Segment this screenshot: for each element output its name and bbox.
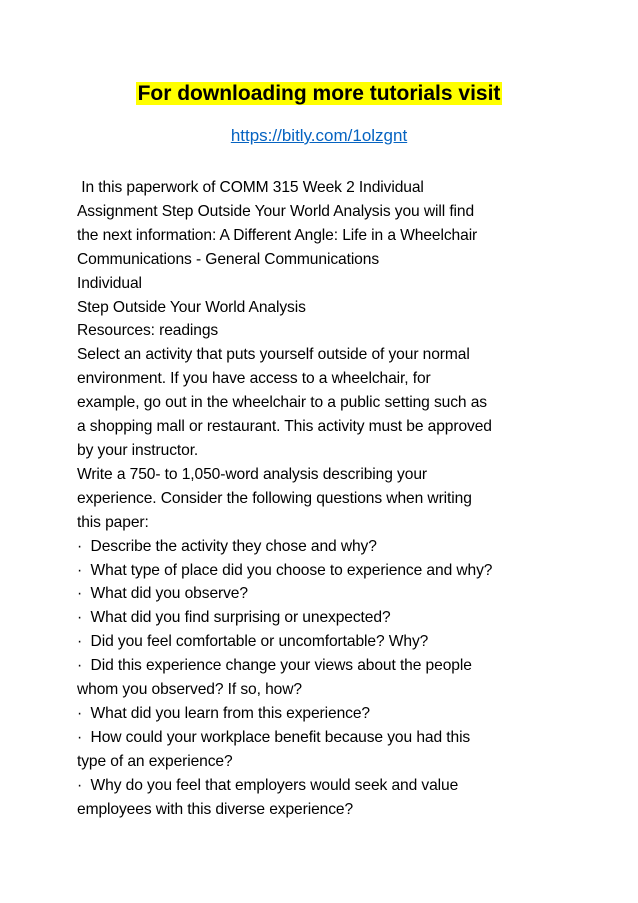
body-line: Communications - General Communications (77, 250, 380, 268)
body-line: Select an activity that puts yourself outside of your normal (77, 346, 470, 364)
bullet-item: · What did you observe? (77, 585, 248, 603)
body-line: environment. If you have access to a wheelchair, for (77, 370, 431, 388)
body-line: employees with this diverse experience? (77, 800, 354, 818)
bullet-item: · What did you find surprising or unexpected? (77, 609, 391, 627)
body-line: type of an experience? (77, 752, 233, 770)
document-body (77, 176, 572, 821)
bullet-item: · Did you feel comfortable or uncomfortable? Why? (77, 633, 429, 651)
body-line: by your instructor. (77, 441, 199, 459)
body-line: Write a 750- to 1,050-word analysis describing your (77, 465, 427, 483)
body-line: Resources: readings (77, 322, 219, 340)
page-title (0, 80, 638, 108)
body-line: example, go out in the wheelchair to a public setting such as (77, 394, 487, 412)
tutorial-link[interactable]: https://bitly.com/1olzgnt (230, 126, 408, 145)
bullet-item: · Describe the activity they chose and why? (77, 537, 377, 555)
body-line: this paper: (77, 513, 149, 531)
body-line: the next information: A Different Angle: Life in a Wheelchair (77, 226, 478, 244)
body-line: In this paperwork of COMM 315 Week 2 Individual (77, 179, 424, 196)
bullet-item: · What type of place did you choose to experience and why? (77, 561, 493, 579)
highlighted-title-text: For downloading more tutorials visit (137, 82, 501, 105)
bullet-item: · How could your workplace benefit because you had this (77, 728, 471, 746)
body-line: Step Outside Your World Analysis (77, 298, 306, 316)
bullet-item: · Did this experience change your views about the people (77, 657, 472, 675)
body-line: Assignment Step Outside Your World Analysis you will find (77, 202, 475, 220)
bullet-item: · Why do you feel that employers would seek and value (77, 776, 459, 794)
body-line: Individual (77, 274, 142, 292)
body-line: experience. Consider the following questions when writing (77, 489, 472, 507)
body-line: whom you observed? If so, how? (77, 681, 302, 699)
bullet-item: · What did you learn from this experience? (77, 704, 370, 722)
body-line: a shopping mall or restaurant. This activity must be approved (77, 418, 492, 436)
